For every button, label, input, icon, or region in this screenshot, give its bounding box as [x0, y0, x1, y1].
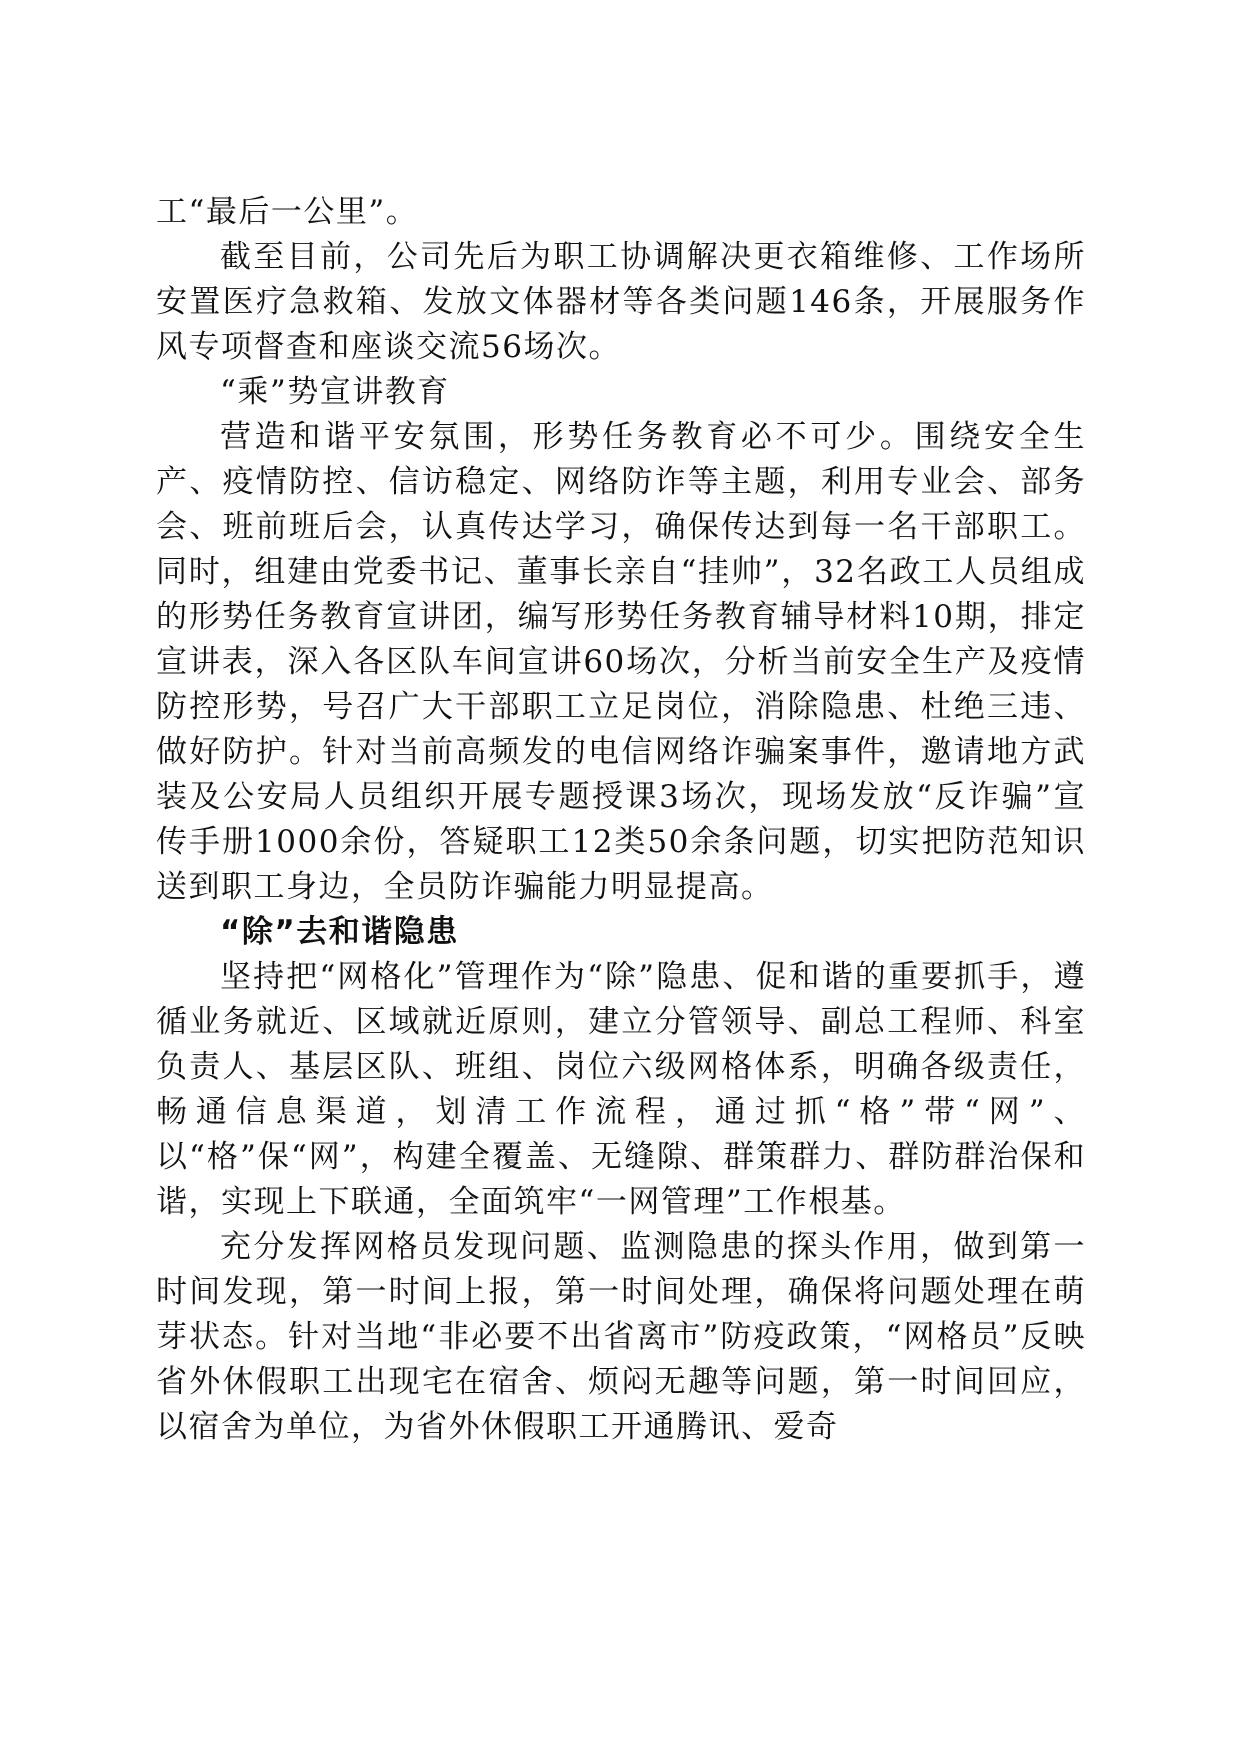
paragraph-grid-members: 充分发挥网格员发现问题、监测隐患的探头作用，做到第一时间发现，第一时间上报，第一时间处理，确保将问题处理在萌芽状态。针对当地“非必要不出省离市”防疫政策，“网格员”反映省外休假职工出现宅在宿舍、烦闷无趣等问题，第一时间回应，以宿舍为单位，为省外休假职工开通腾讯、爱奇: [156, 1229, 1086, 1445]
section-heading-hazards: “除”去和谐隐患: [220, 914, 459, 950]
paragraph-grid-management: 坚持把“网格化”管理作为“除”隐患、促和谐的重要抓手，遵循业务就近、区域就近原则，建立分管领导、副总工程师、科室负责人、基层区队、班组、岗位六级网格体系，明确各级责任，畅通信息渠道，划清工作流程，通过抓“格”带“网”、以“格”保“网”，构建全覆盖、无缝隙、群策群力、群防群治保和谐，实现上下联通，全面筑牢“一网管理”工作根基。: [156, 959, 1086, 1220]
section-heading-education: “乘”势宣讲教育: [220, 374, 450, 410]
paragraph-education: 营造和谐平安氛围，形势任务教育必不可少。围绕安全生产、疫情防控、信访稳定、网络防诈等主题，利用专业会、部务会、班前班后会，认真传达学习，确保传达到每一名干部职工。同时，组建由党委书记、董事长亲自“挂帅”，32名政工人员组成的形势任务教育宣讲团，编写形势任务教育辅导材料10期，排定宣讲表，深入各区队车间宣讲60场次，分析当前安全生产及疫情防控形势，号召广大干部职工立足岗位，消除隐患、杜绝三违、做好防护。针对当前高频发的电信网络诈骗案事件，邀请地方武装及公安局人员组织开展专题授课3场次，现场发放“反诈骗”宣传手册1000余份，答疑职工12类50余条问题，切实把防范知识送到职工身边，全员防诈骗能力明显提高。: [156, 419, 1086, 905]
paragraph-continuation: 工“最后一公里”。: [156, 194, 419, 230]
document-page: [156, 190, 1086, 1450]
paragraph-summary: 截至目前，公司先后为职工协调解决更衣箱维修、工作场所安置医疗急救箱、发放文体器材等各类问题146条，开展服务作风专项督查和座谈交流56场次。: [156, 239, 1086, 365]
